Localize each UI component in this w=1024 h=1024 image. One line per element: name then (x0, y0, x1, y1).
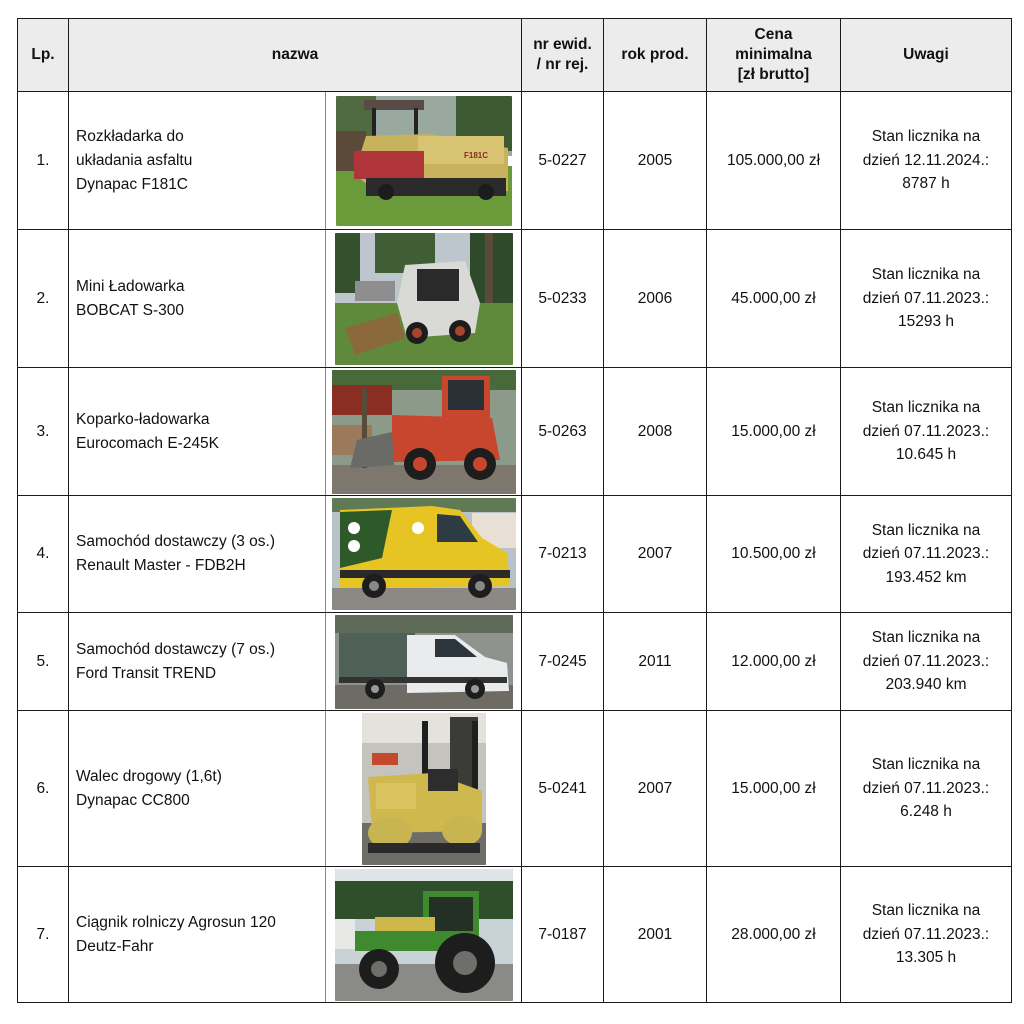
header-rok: rok prod. (604, 19, 707, 92)
equipment-name: Mini Ładowarka BOBCAT S-300 (69, 230, 326, 368)
row-number: 5. (18, 613, 69, 711)
rok-prod: 2006 (604, 230, 707, 368)
uwagi: Stan licznika na dzień 07.11.2023.: 203.940 km (841, 613, 1012, 711)
road-roller-photo (362, 713, 486, 865)
asphalt-paver-photo (336, 96, 512, 226)
header-uwagi: Uwagi (841, 19, 1012, 92)
nr-ewid: 7-0187 (522, 867, 604, 1003)
row-number: 7. (18, 867, 69, 1003)
nr-ewid: 5-0233 (522, 230, 604, 368)
table-header-row (18, 19, 1012, 92)
uwagi: Stan licznika na dzień 07.11.2023.: 15293 h (841, 230, 1012, 368)
white-pickup-photo (335, 615, 513, 709)
uwagi: Stan licznika na dzień 07.11.2023.: 10.645 h (841, 368, 1012, 496)
uwagi: Stan licznika na dzień 07.11.2023.: 13.305 h (841, 867, 1012, 1003)
header-lp: Lp. (18, 19, 69, 92)
uwagi: Stan licznika na dzień 12.11.2024.: 8787 h (841, 92, 1012, 230)
nr-ewid: 7-0213 (522, 496, 604, 613)
table-row (18, 711, 1012, 867)
photo-cell (326, 230, 522, 368)
skid-steer-loader-photo (335, 233, 513, 365)
nr-ewid: 5-0241 (522, 711, 604, 867)
tractor-photo (335, 869, 513, 1001)
rok-prod: 2008 (604, 368, 707, 496)
equipment-table (17, 18, 1012, 1003)
equipment-name: Rozkładarka do układania asfaltu Dynapac F181C (69, 92, 326, 230)
photo-cell (326, 711, 522, 867)
cena-minimalna: 15.000,00 zł (707, 711, 841, 867)
equipment-name: Samochód dostawczy (7 os.) Ford Transit TREND (69, 613, 326, 711)
cena-minimalna: 10.500,00 zł (707, 496, 841, 613)
cena-minimalna: 12.000,00 zł (707, 613, 841, 711)
yellow-van-photo (332, 498, 516, 610)
photo-cell (326, 92, 522, 230)
equipment-name: Walec drogowy (1,6t) Dynapac CC800 (69, 711, 326, 867)
photo-cell (326, 867, 522, 1003)
table-row (18, 867, 1012, 1003)
photo-cell (326, 368, 522, 496)
table-row (18, 496, 1012, 613)
header-nazwa: nazwa (69, 19, 522, 92)
uwagi: Stan licznika na dzień 07.11.2023.: 6.248 h (841, 711, 1012, 867)
row-number: 4. (18, 496, 69, 613)
rok-prod: 2005 (604, 92, 707, 230)
table-row (18, 92, 1012, 230)
cena-minimalna: 28.000,00 zł (707, 867, 841, 1003)
equipment-sale-document (17, 18, 1012, 1003)
header-cena: Cena minimalna [zł brutto] (707, 19, 841, 92)
equipment-name: Koparko-ładowarka Eurocomach E-245K (69, 368, 326, 496)
table-row (18, 613, 1012, 711)
header-nr: nr ewid. / nr rej. (522, 19, 604, 92)
table-row (18, 230, 1012, 368)
nr-ewid: 5-0263 (522, 368, 604, 496)
paver-model-plate: F181C (463, 150, 488, 160)
rok-prod: 2007 (604, 711, 707, 867)
row-number: 3. (18, 368, 69, 496)
nr-ewid: 7-0245 (522, 613, 604, 711)
row-number: 2. (18, 230, 69, 368)
cena-minimalna: 45.000,00 zł (707, 230, 841, 368)
rok-prod: 2001 (604, 867, 707, 1003)
table-row (18, 368, 1012, 496)
wheel-loader-photo (332, 370, 516, 494)
rok-prod: 2011 (604, 613, 707, 711)
row-number: 6. (18, 711, 69, 867)
nr-ewid: 5-0227 (522, 92, 604, 230)
equipment-name: Samochód dostawczy (3 os.) Renault Master - FDB2H (69, 496, 326, 613)
photo-cell (326, 496, 522, 613)
rok-prod: 2007 (604, 496, 707, 613)
equipment-name: Ciągnik rolniczy Agrosun 120 Deutz-Fahr (69, 867, 326, 1003)
photo-cell (326, 613, 522, 711)
row-number: 1. (18, 92, 69, 230)
uwagi: Stan licznika na dzień 07.11.2023.: 193.452 km (841, 496, 1012, 613)
cena-minimalna: 105.000,00 zł (707, 92, 841, 230)
cena-minimalna: 15.000,00 zł (707, 368, 841, 496)
